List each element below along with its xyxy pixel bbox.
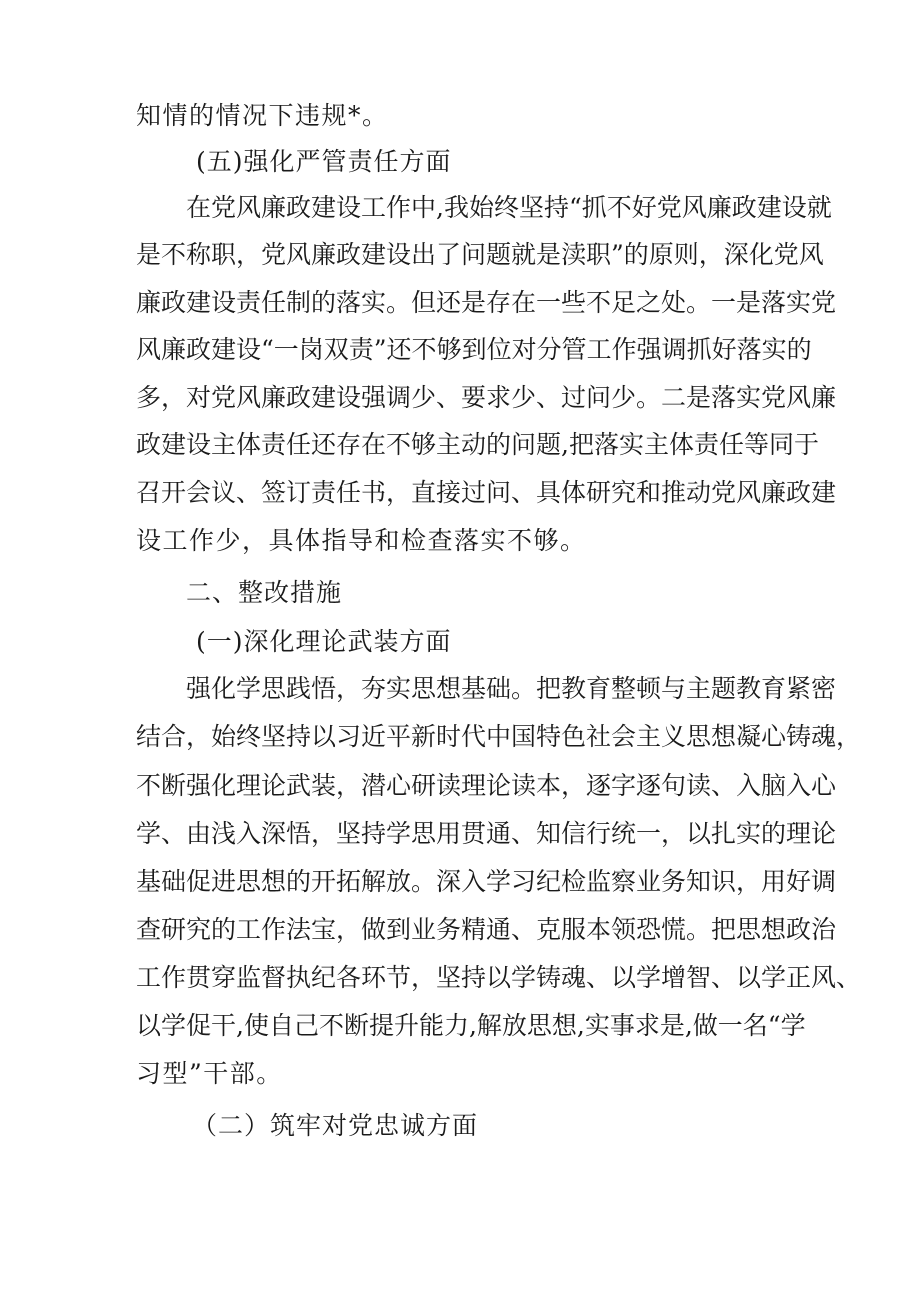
- paragraph-line: 知情的情况下违规*。: [136, 101, 389, 130]
- section-heading: (一)深化理论武装方面: [196, 627, 452, 656]
- paragraph-line: 政建设主体责任还存在不够主动的问题,把落实主体责任等同于: [136, 430, 819, 459]
- paragraph-line: 召开会议、签订责任书，直接过问、具体研究和推动党风廉政建: [136, 478, 837, 507]
- paragraph-line: 查研究的工作法宝，做到业务精通、克服本领恐慌。把思想政治: [136, 915, 837, 944]
- section-heading: （二）筑牢对党忠诚方面: [192, 1111, 479, 1140]
- paragraph-line: 学、由浅入深悟，坚持学思用贯通、知信行统一，以扎实的理论: [136, 819, 837, 848]
- paragraph-line: 风廉政建设“一岗双责”还不够到位对分管工作强调抓好落实的: [136, 335, 812, 364]
- paragraph-line: 是不称职，党风廉政建设出了问题就是渎职”的原则，深化党风: [136, 240, 824, 269]
- paragraph-line: 多，对党风廉政建设强调少、要求少、过问少。二是落实党风廉: [136, 383, 837, 412]
- paragraph-line: 以学促干,使自己不断提升能力,解放思想,实事求是,做一名“学: [136, 1011, 806, 1040]
- paragraph-line: 结合，始终坚持以习近平新时代中国特色社会主义思想凝心铸魂，: [136, 722, 862, 751]
- paragraph-line: 习型”干部。: [136, 1059, 283, 1088]
- paragraph-line: 工作贯穿监督执纪各环节，坚持以学铸魂、以学增智、以学正风、: [136, 963, 862, 992]
- section-heading: 二、整改措施: [186, 578, 343, 607]
- section-heading: (五)强化严管责任方面: [196, 147, 452, 176]
- paragraph-line: 在党风廉政建设工作中,我始终坚持“抓不好党风廉政建设就: [186, 193, 832, 222]
- paragraph-line: 不断强化理论武装，潜心研读理论读本，逐字逐句读、入脑入心: [136, 771, 837, 800]
- paragraph-line: 强化学思践悟，夯实思想基础。把教育整顿与主题教育紧密: [186, 674, 837, 703]
- paragraph-line: 基础促进思想的开拓解放。深入学习纪检监察业务知识，用好调: [136, 867, 837, 896]
- paragraph-line: 廉政建设责任制的落实。但还是存在一些不足之处。一是落实党: [136, 288, 837, 317]
- paragraph-line: 设工作少，具体指导和检查落实不够。: [136, 526, 587, 555]
